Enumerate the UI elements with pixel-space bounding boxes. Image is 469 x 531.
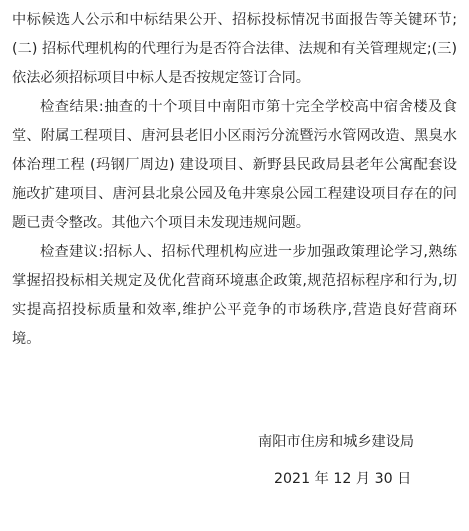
paragraph-intro-continued: 中标候选人公示和中标结果公开、招标投标情况书面报告等关键环节;(二) 招标代理机构的代理行为是否符合法律、法规和有关管理规定;(三) 依法必须招标项目中标人是否按规定签订合同。 [12, 12, 457, 86]
paragraph-inspection-results: 检查结果:抽查的十个项目中南阳市第十完全学校高中宿舍楼及食堂、附属工程项目、唐河县老旧小区雨污分流暨污水管网改造、黑臭水体治理工程 (玛钢厂周边) 建设项目、新野县民政局县老年公寓配套设施改扩建项目、唐河县北泉公园及龟井寒泉公园工程建设项目存在的问题已责令整改。其他六个项目未发现违规问题。 [12, 99, 457, 231]
paragraph-inspection-suggestions: 检查建议:招标人、招标代理机构应进一步加强政策理论学习,熟练掌握招投标相关规定及优化营商环境惠企政策,规范招标程序和行为,切实提高招投标质量和效率,维护公平竞争的市场秩序,营造良好营商环境。 [12, 244, 457, 347]
signature-organization: 南阳市住房和城乡建设局 [258, 434, 415, 450]
signature-date: 2021 年 12 月 30 日 [274, 471, 412, 487]
